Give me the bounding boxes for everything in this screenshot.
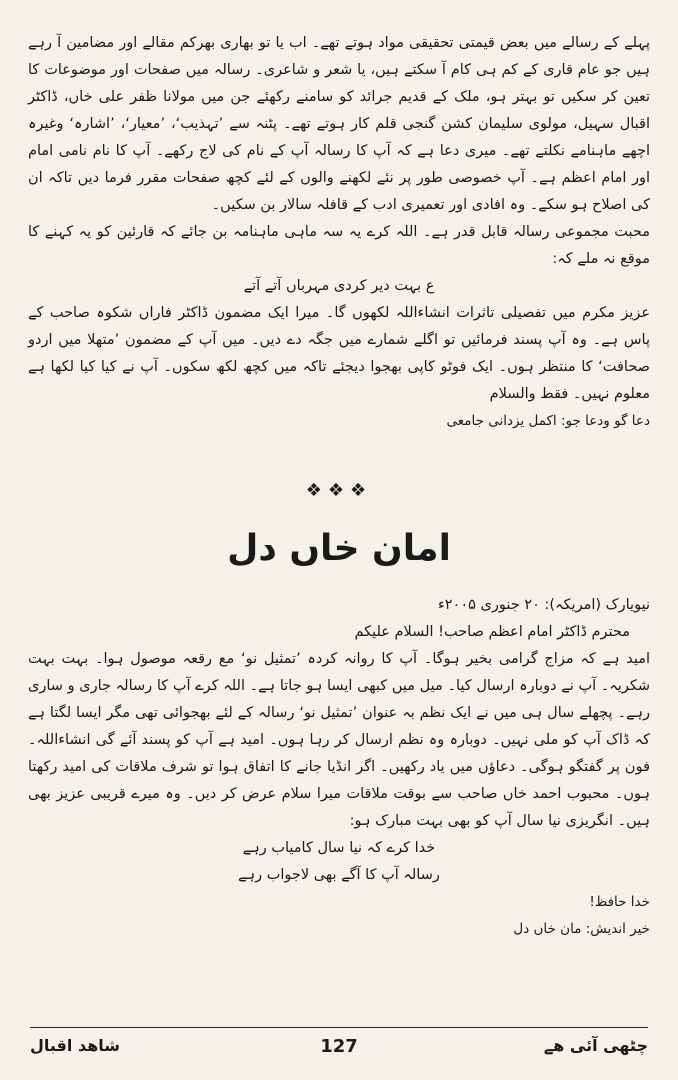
verse-line-1: خدا کرے کہ نیا سال کامیاب رہے — [242, 840, 436, 856]
letter-one-paragraph-1: پہلے کے رسالے میں بعض قیمتی تحقیقی مواد ہوتے تھے۔ اب یا تو بھاری بھرکم مقالے اور مضامین آ رہے ہیں جو عام قاری کے کم ہی کام آ سکتے ہیں، یا شعر و شاعری۔ رسالہ میں صفحات اور موضوعات کا تعین کر سکیں تو بہتر ہو، ملک کے قدیم جرائد کو سامنے رکھئے جن میں مولانا ظفر علی خاں، ڈاکٹر اقبال سہیل، مولوی سلیمان کشن گنجی قلم کار ہوتے تھے۔ پٹنہ سے ’تہذیب‘، ’معیار‘، ’اشارہ‘ وغیرہ اچھے ماہنامے نکلتے تھے۔ میری دعا ہے کہ آپ کا رسالہ آپ کے نام کی لاج رکھے۔ آپ کا نام نامی امام اور امام اعظم ہے۔ آپ خصوصی طور پر نئے لکھنے والوں کے لئے کچھ صفحات مقرر فرما دیں تاکہ ان کی اصلاح ہو سکے۔ وہ افادی اور تعمیری ادب کے قافلہ سالار بن سکیں۔ — [28, 35, 650, 213]
letter-two-place-date: نیویارک (امریکہ): ۲۰ جنوری ۲۰۰۵ء — [437, 597, 650, 613]
letter-one-signature: دعا گو ودعا جو: اکمل یزدانی جامعی — [446, 413, 650, 429]
letter-two-signature: خیر اندیش: مان خاں دل — [513, 921, 650, 937]
letter-two — [28, 592, 650, 943]
letter-two-farewell: خدا حافظ! — [589, 894, 650, 910]
verse-line-2: رسالہ آپ کا آگے بھی لاجواب رہے — [238, 867, 440, 883]
letter-one-paragraph-3: عزیز مکرم میں تفصیلی تاثرات انشاءاللہ لکھوں گا۔ میرا ایک مضمون ڈاکٹر فاراں شکوہ صاحب کے پاس ہے۔ وہ آپ پسند فرمائیں تو اگلے شمارے میں جگہ دے دیں۔ میں آپ کے مضمون ’متھلا میں اردو صحافت‘ کا منتظر ہوں۔ ایک فوٹو کاپی بھجوا دیجئے تاکہ میں کچھ لکھ سکوں۔ آپ نے کیا کیا لکھا ہے معلوم نہیں۔ فقط والسلام — [28, 305, 650, 402]
letter-heading: امان خاں دل — [227, 528, 451, 569]
page-footer — [30, 1036, 648, 1066]
footer-section-title: چٹھی آئی ھے — [543, 1036, 648, 1055]
footer-divider — [30, 1027, 648, 1028]
footer-author: شاھد اقبال — [30, 1036, 121, 1055]
letter-two-salutation: محترم ڈاکٹر امام اعظم صاحب! السلام علیکم — [354, 624, 630, 640]
letter-one-verse: ع بہت دیر کردی مہرباں آتے آتے — [243, 278, 435, 294]
letter-two-body: امید ہے کہ مزاج گرامی بخیر ہوگا۔ آپ کا روانہ کردہ ’تمثیل نو‘ مع رقعہ موصول ہوا۔ بہت بہت شکریہ۔ آپ نے دوبارہ ارسال کیا۔ میل میں کبھی ایسا ہو جاتا ہے۔ اللہ کرے آپ کا رسالہ جاری و ساری رہے۔ پچھلے سال ہی میں نے ایک نظم بہ عنوان ’تمثیل نو‘ رسالہ کے لئے بھجوائی تھی مگر ایسا لگتا ہے کہ ڈاک آپ کو ملی نہیں۔ دوبارہ وہ نظم ارسال کر رہا ہوں۔ امید ہے آپ کو پسند آئے گی انشاءاللہ۔ فون پر گفتگو ہوگی۔ دعاؤں میں یاد رکھیں۔ اگر انڈیا جانے کا اتفاق ہوا تو شرف ملاقات کی امید رکھتا ہوں۔ محبوب احمد خاں صاحب سے بوقت ملاقات میرا سلام عرض کر دیں۔ وہ میرے قریبی عزیز بھی ہیں۔ انگریزی نیا سال آپ کو بھی بہت مبارک ہو: — [28, 651, 650, 829]
letter-one — [28, 30, 650, 435]
page-number: 127 — [320, 1036, 358, 1057]
letter-one-paragraph-2: محبت مجموعی رسالہ قابل قدر ہے۔ اللہ کرے یہ سہ ماہی ماہنامہ بن جائے کہ قارئین کو یہ کہنے کا موقع نہ ملے کہ: — [28, 224, 650, 267]
section-separator: ❖❖❖ — [305, 480, 373, 501]
